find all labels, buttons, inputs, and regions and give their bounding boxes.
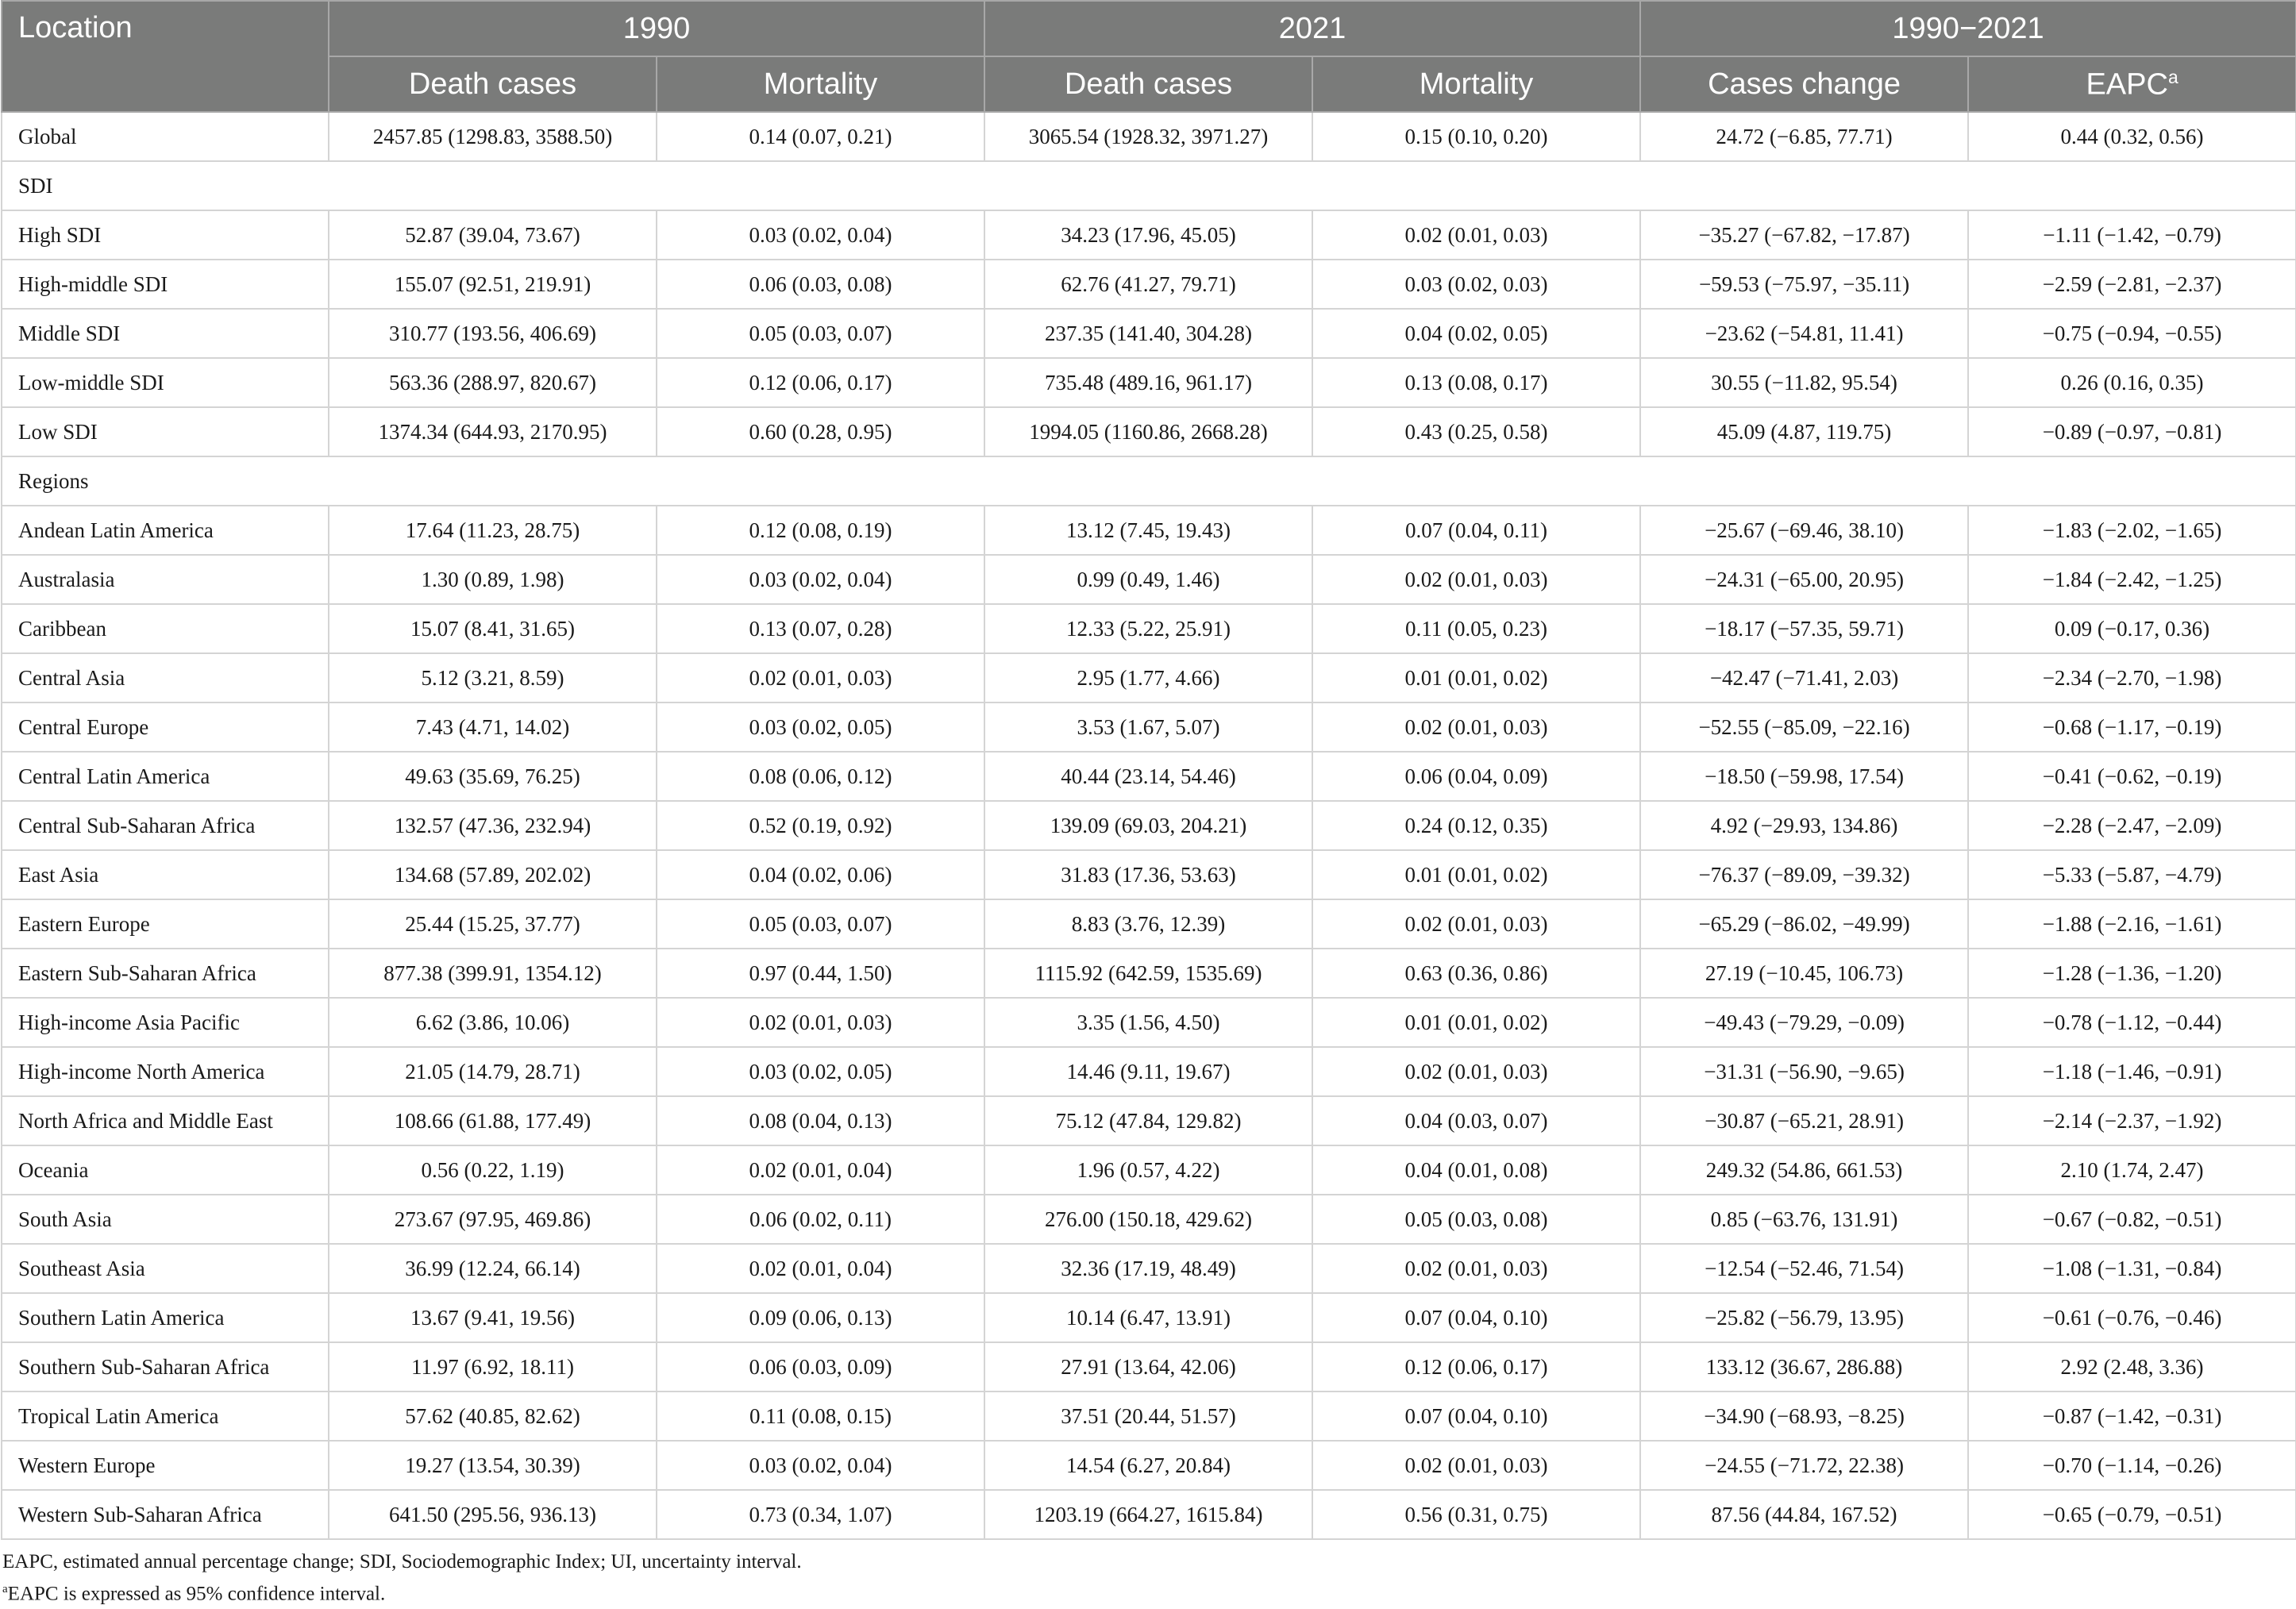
value-cell: 0.08 (0.06, 0.12) (657, 752, 984, 801)
subheader-eapc-label: EAPC (2086, 67, 2168, 102)
value-cell: −76.37 (−89.09, −39.32) (1640, 850, 1968, 899)
value-cell: −52.55 (−85.09, −22.16) (1640, 702, 1968, 752)
location-cell: Andean Latin America (2, 506, 329, 555)
value-cell: 17.64 (11.23, 28.75) (329, 506, 657, 555)
value-cell: 0.09 (−0.17, 0.36) (1968, 604, 2296, 653)
value-cell: 0.02 (0.01, 0.03) (1312, 702, 1640, 752)
value-cell: 0.13 (0.08, 0.17) (1312, 358, 1640, 407)
value-cell: −34.90 (−68.93, −8.25) (1640, 1392, 1968, 1441)
table-row (2, 998, 2296, 1047)
value-cell: 34.23 (17.96, 45.05) (984, 210, 1312, 260)
value-cell: 0.07 (0.04, 0.11) (1312, 506, 1640, 555)
value-cell: 0.99 (0.49, 1.46) (984, 555, 1312, 604)
value-cell: 3.53 (1.67, 5.07) (984, 702, 1312, 752)
value-cell: −1.84 (−2.42, −1.25) (1968, 555, 2296, 604)
value-cell: 21.05 (14.79, 28.71) (329, 1047, 657, 1096)
table-row (2, 210, 2296, 260)
value-cell: 49.63 (35.69, 76.25) (329, 752, 657, 801)
location-cell: East Asia (2, 850, 329, 899)
value-cell: −0.41 (−0.62, −0.19) (1968, 752, 2296, 801)
results-table (1, 0, 2296, 1540)
value-cell: 0.03 (0.02, 0.05) (657, 702, 984, 752)
value-cell: 0.02 (0.01, 0.04) (657, 1244, 984, 1293)
table-row (2, 555, 2296, 604)
value-cell: 0.01 (0.01, 0.02) (1312, 653, 1640, 702)
footnote-eapc (2, 1576, 2296, 1607)
location-cell: Western Sub-Saharan Africa (2, 1490, 329, 1539)
location-cell: Eastern Sub-Saharan Africa (2, 949, 329, 998)
value-cell: 0.02 (0.01, 0.03) (1312, 555, 1640, 604)
value-cell: 273.67 (97.95, 469.86) (329, 1195, 657, 1244)
location-cell: North Africa and Middle East (2, 1096, 329, 1145)
value-cell: 0.14 (0.07, 0.21) (657, 112, 984, 161)
table-row (2, 850, 2296, 899)
value-cell: 36.99 (12.24, 66.14) (329, 1244, 657, 1293)
table-row (2, 801, 2296, 850)
value-cell: −1.11 (−1.42, −0.79) (1968, 210, 2296, 260)
table-row (2, 1145, 2296, 1195)
table-row (2, 1195, 2296, 1244)
value-cell: 0.15 (0.10, 0.20) (1312, 112, 1640, 161)
table-row (2, 702, 2296, 752)
section-label: SDI (2, 161, 2296, 210)
table-row (2, 1490, 2296, 1539)
value-cell: 0.03 (0.02, 0.04) (657, 1441, 984, 1490)
value-cell: 13.67 (9.41, 19.56) (329, 1293, 657, 1342)
group-header-1990: 1990 (329, 1, 984, 56)
subheader-cases-change: Cases change (1640, 56, 1968, 112)
table-row (2, 260, 2296, 309)
value-cell: 0.04 (0.03, 0.07) (1312, 1096, 1640, 1145)
table-row (2, 1293, 2296, 1342)
value-cell: −0.61 (−0.76, −0.46) (1968, 1293, 2296, 1342)
value-cell: 7.43 (4.71, 14.02) (329, 702, 657, 752)
value-cell: 237.35 (141.40, 304.28) (984, 309, 1312, 358)
subheader-eapc-sup: a (2167, 66, 2179, 87)
location-cell: Oceania (2, 1145, 329, 1195)
value-cell: −1.18 (−1.46, −0.91) (1968, 1047, 2296, 1096)
table-footnotes (2, 1548, 2296, 1607)
value-cell: −59.53 (−75.97, −35.11) (1640, 260, 1968, 309)
value-cell: 276.00 (150.18, 429.62) (984, 1195, 1312, 1244)
value-cell: 0.52 (0.19, 0.92) (657, 801, 984, 850)
section-row (2, 456, 2296, 506)
value-cell: −1.83 (−2.02, −1.65) (1968, 506, 2296, 555)
location-cell: Central Sub-Saharan Africa (2, 801, 329, 850)
subheader-mortality-1990: Mortality (657, 56, 984, 112)
value-cell: −24.55 (−71.72, 22.38) (1640, 1441, 1968, 1490)
value-cell: 0.03 (0.02, 0.04) (657, 555, 984, 604)
section-label: Regions (2, 456, 2296, 506)
value-cell: −65.29 (−86.02, −49.99) (1640, 899, 1968, 949)
value-cell: 877.38 (399.91, 1354.12) (329, 949, 657, 998)
value-cell: 0.26 (0.16, 0.35) (1968, 358, 2296, 407)
value-cell: 0.44 (0.32, 0.56) (1968, 112, 2296, 161)
value-cell: 310.77 (193.56, 406.69) (329, 309, 657, 358)
footnote-eapc-sup: a (2, 1583, 8, 1596)
group-header-change: 1990−2021 (1640, 1, 2296, 56)
value-cell: −49.43 (−79.29, −0.09) (1640, 998, 1968, 1047)
value-cell: 0.06 (0.04, 0.09) (1312, 752, 1640, 801)
subheader-death-cases-1990: Death cases (329, 56, 657, 112)
value-cell: −25.67 (−69.46, 38.10) (1640, 506, 1968, 555)
value-cell: −23.62 (−54.81, 11.41) (1640, 309, 1968, 358)
location-cell: Southern Latin America (2, 1293, 329, 1342)
value-cell: 0.11 (0.08, 0.15) (657, 1392, 984, 1441)
value-cell: −2.28 (−2.47, −2.09) (1968, 801, 2296, 850)
value-cell: −0.75 (−0.94, −0.55) (1968, 309, 2296, 358)
location-cell: Central Latin America (2, 752, 329, 801)
value-cell: 11.97 (6.92, 18.11) (329, 1342, 657, 1392)
value-cell: 641.50 (295.56, 936.13) (329, 1490, 657, 1539)
location-cell: High-income Asia Pacific (2, 998, 329, 1047)
value-cell: 45.09 (4.87, 119.75) (1640, 407, 1968, 456)
table-row (2, 949, 2296, 998)
value-cell: 14.46 (9.11, 19.67) (984, 1047, 1312, 1096)
value-cell: 0.43 (0.25, 0.58) (1312, 407, 1640, 456)
value-cell: −25.82 (−56.79, 13.95) (1640, 1293, 1968, 1342)
table-row (2, 1342, 2296, 1392)
value-cell: −18.50 (−59.98, 17.54) (1640, 752, 1968, 801)
table-row (2, 1441, 2296, 1490)
value-cell: 0.85 (−63.76, 131.91) (1640, 1195, 1968, 1244)
footnote-eapc-text: EAPC is expressed as 95% confidence interval. (7, 1583, 386, 1605)
value-cell: 0.02 (0.01, 0.03) (1312, 1244, 1640, 1293)
value-cell: 15.07 (8.41, 31.65) (329, 604, 657, 653)
location-cell: Southeast Asia (2, 1244, 329, 1293)
subheader-mortality-2021: Mortality (1312, 56, 1640, 112)
location-cell: Central Asia (2, 653, 329, 702)
table-row (2, 506, 2296, 555)
value-cell: 0.02 (0.01, 0.03) (1312, 1441, 1640, 1490)
value-cell: 12.33 (5.22, 25.91) (984, 604, 1312, 653)
value-cell: 0.11 (0.05, 0.23) (1312, 604, 1640, 653)
location-cell: Southern Sub-Saharan Africa (2, 1342, 329, 1392)
value-cell: 132.57 (47.36, 232.94) (329, 801, 657, 850)
value-cell: 8.83 (3.76, 12.39) (984, 899, 1312, 949)
value-cell: −1.28 (−1.36, −1.20) (1968, 949, 2296, 998)
value-cell: 0.05 (0.03, 0.08) (1312, 1195, 1640, 1244)
location-cell: Low-middle SDI (2, 358, 329, 407)
value-cell: −18.17 (−57.35, 59.71) (1640, 604, 1968, 653)
value-cell: 2.92 (2.48, 3.36) (1968, 1342, 2296, 1392)
value-cell: −30.87 (−65.21, 28.91) (1640, 1096, 1968, 1145)
value-cell: 10.14 (6.47, 13.91) (984, 1293, 1312, 1342)
value-cell: −1.08 (−1.31, −0.84) (1968, 1244, 2296, 1293)
value-cell: 0.05 (0.03, 0.07) (657, 899, 984, 949)
table-row (2, 1047, 2296, 1096)
value-cell: 27.91 (13.64, 42.06) (984, 1342, 1312, 1392)
location-cell: Global (2, 112, 329, 161)
value-cell: 0.06 (0.03, 0.09) (657, 1342, 984, 1392)
value-cell: 1.96 (0.57, 4.22) (984, 1145, 1312, 1195)
value-cell: 0.12 (0.06, 0.17) (657, 358, 984, 407)
group-header-2021: 2021 (984, 1, 1640, 56)
value-cell: −2.34 (−2.70, −1.98) (1968, 653, 2296, 702)
value-cell: 155.07 (92.51, 219.91) (329, 260, 657, 309)
value-cell: 134.68 (57.89, 202.02) (329, 850, 657, 899)
table-row (2, 358, 2296, 407)
value-cell: 62.76 (41.27, 79.71) (984, 260, 1312, 309)
value-cell: −0.87 (−1.42, −0.31) (1968, 1392, 2296, 1441)
value-cell: 0.97 (0.44, 1.50) (657, 949, 984, 998)
value-cell: 0.13 (0.07, 0.28) (657, 604, 984, 653)
value-cell: 1994.05 (1160.86, 2668.28) (984, 407, 1312, 456)
value-cell: 1203.19 (664.27, 1615.84) (984, 1490, 1312, 1539)
footnote-abbreviations: EAPC, estimated annual percentage change; SDI, Sociodemographic Index; UI, uncertainty interval. (2, 1551, 802, 1572)
table-row (2, 899, 2296, 949)
value-cell: −0.89 (−0.97, −0.81) (1968, 407, 2296, 456)
value-cell: 2.10 (1.74, 2.47) (1968, 1145, 2296, 1195)
value-cell: 3.35 (1.56, 4.50) (984, 998, 1312, 1047)
location-header: Location (2, 1, 329, 112)
value-cell: 2457.85 (1298.83, 3588.50) (329, 112, 657, 161)
value-cell: 25.44 (15.25, 37.77) (329, 899, 657, 949)
location-cell: Low SDI (2, 407, 329, 456)
value-cell: 0.02 (0.01, 0.03) (657, 653, 984, 702)
location-cell: Central Europe (2, 702, 329, 752)
table-row (2, 1096, 2296, 1145)
value-cell: 0.12 (0.06, 0.17) (1312, 1342, 1640, 1392)
value-cell: 0.04 (0.02, 0.06) (657, 850, 984, 899)
value-cell: 0.05 (0.03, 0.07) (657, 309, 984, 358)
value-cell: −0.65 (−0.79, −0.51) (1968, 1490, 2296, 1539)
location-cell: Caribbean (2, 604, 329, 653)
value-cell: 0.56 (0.22, 1.19) (329, 1145, 657, 1195)
value-cell: 249.32 (54.86, 661.53) (1640, 1145, 1968, 1195)
value-cell: 0.03 (0.02, 0.04) (657, 210, 984, 260)
value-cell: 0.02 (0.01, 0.03) (657, 998, 984, 1047)
value-cell: 3065.54 (1928.32, 3971.27) (984, 112, 1312, 161)
value-cell: −35.27 (−67.82, −17.87) (1640, 210, 1968, 260)
value-cell: 563.36 (288.97, 820.67) (329, 358, 657, 407)
value-cell: 0.07 (0.04, 0.10) (1312, 1293, 1640, 1342)
location-cell: South Asia (2, 1195, 329, 1244)
value-cell: 0.02 (0.01, 0.03) (1312, 1047, 1640, 1096)
value-cell: −42.47 (−71.41, 2.03) (1640, 653, 1968, 702)
value-cell: 14.54 (6.27, 20.84) (984, 1441, 1312, 1490)
value-cell: 5.12 (3.21, 8.59) (329, 653, 657, 702)
value-cell: −0.70 (−1.14, −0.26) (1968, 1441, 2296, 1490)
value-cell: 13.12 (7.45, 19.43) (984, 506, 1312, 555)
value-cell: −31.31 (−56.90, −9.65) (1640, 1047, 1968, 1096)
value-cell: 0.06 (0.02, 0.11) (657, 1195, 984, 1244)
value-cell: 139.09 (69.03, 204.21) (984, 801, 1312, 850)
table-row (2, 309, 2296, 358)
location-cell: Eastern Europe (2, 899, 329, 949)
value-cell: 0.03 (0.02, 0.03) (1312, 260, 1640, 309)
value-cell: 108.66 (61.88, 177.49) (329, 1096, 657, 1145)
value-cell: 87.56 (44.84, 167.52) (1640, 1490, 1968, 1539)
value-cell: 19.27 (13.54, 30.39) (329, 1441, 657, 1490)
value-cell: 0.63 (0.36, 0.86) (1312, 949, 1640, 998)
value-cell: 0.24 (0.12, 0.35) (1312, 801, 1640, 850)
value-cell: 2.95 (1.77, 4.66) (984, 653, 1312, 702)
value-cell: −1.88 (−2.16, −1.61) (1968, 899, 2296, 949)
value-cell: 0.02 (0.01, 0.03) (1312, 210, 1640, 260)
table-row (2, 752, 2296, 801)
table-row (2, 1244, 2296, 1293)
location-cell: High-middle SDI (2, 260, 329, 309)
value-cell: 735.48 (489.16, 961.17) (984, 358, 1312, 407)
value-cell: 75.12 (47.84, 129.82) (984, 1096, 1312, 1145)
value-cell: 0.06 (0.03, 0.08) (657, 260, 984, 309)
subheader-eapc (1968, 56, 2296, 112)
value-cell: 32.36 (17.19, 48.49) (984, 1244, 1312, 1293)
value-cell: 0.02 (0.01, 0.03) (1312, 899, 1640, 949)
value-cell: 0.04 (0.01, 0.08) (1312, 1145, 1640, 1195)
location-cell: Australasia (2, 555, 329, 604)
value-cell: 1374.34 (644.93, 2170.95) (329, 407, 657, 456)
location-cell: High-income North America (2, 1047, 329, 1096)
value-cell: 27.19 (−10.45, 106.73) (1640, 949, 1968, 998)
value-cell: −24.31 (−65.00, 20.95) (1640, 555, 1968, 604)
value-cell: 0.08 (0.04, 0.13) (657, 1096, 984, 1145)
location-cell: Middle SDI (2, 309, 329, 358)
value-cell: 0.02 (0.01, 0.04) (657, 1145, 984, 1195)
value-cell: 0.73 (0.34, 1.07) (657, 1490, 984, 1539)
value-cell: 37.51 (20.44, 51.57) (984, 1392, 1312, 1441)
value-cell: 57.62 (40.85, 82.62) (329, 1392, 657, 1441)
value-cell: 31.83 (17.36, 53.63) (984, 850, 1312, 899)
table-row (2, 112, 2296, 161)
value-cell: −12.54 (−52.46, 71.54) (1640, 1244, 1968, 1293)
value-cell: 133.12 (36.67, 286.88) (1640, 1342, 1968, 1392)
value-cell: −5.33 (−5.87, −4.79) (1968, 850, 2296, 899)
value-cell: 0.01 (0.01, 0.02) (1312, 998, 1640, 1047)
value-cell: 0.60 (0.28, 0.95) (657, 407, 984, 456)
subheader-death-cases-2021: Death cases (984, 56, 1312, 112)
table-header (2, 1, 2296, 112)
value-cell: 1115.92 (642.59, 1535.69) (984, 949, 1312, 998)
location-cell: Tropical Latin America (2, 1392, 329, 1441)
value-cell: 0.03 (0.02, 0.05) (657, 1047, 984, 1096)
value-cell: −0.68 (−1.17, −0.19) (1968, 702, 2296, 752)
table-row (2, 407, 2296, 456)
value-cell: −0.67 (−0.82, −0.51) (1968, 1195, 2296, 1244)
value-cell: 24.72 (−6.85, 77.71) (1640, 112, 1968, 161)
value-cell: 0.01 (0.01, 0.02) (1312, 850, 1640, 899)
value-cell: −2.14 (−2.37, −1.92) (1968, 1096, 2296, 1145)
value-cell: 4.92 (−29.93, 134.86) (1640, 801, 1968, 850)
value-cell: −2.59 (−2.81, −2.37) (1968, 260, 2296, 309)
value-cell: 30.55 (−11.82, 95.54) (1640, 358, 1968, 407)
value-cell: 0.07 (0.04, 0.10) (1312, 1392, 1640, 1441)
table-body (2, 112, 2296, 1539)
value-cell: 0.56 (0.31, 0.75) (1312, 1490, 1640, 1539)
table-row (2, 604, 2296, 653)
table-row (2, 1392, 2296, 1441)
value-cell: 0.09 (0.06, 0.13) (657, 1293, 984, 1342)
value-cell: 0.04 (0.02, 0.05) (1312, 309, 1640, 358)
value-cell: 40.44 (23.14, 54.46) (984, 752, 1312, 801)
section-row (2, 161, 2296, 210)
value-cell: 6.62 (3.86, 10.06) (329, 998, 657, 1047)
value-cell: 52.87 (39.04, 73.67) (329, 210, 657, 260)
table-row (2, 653, 2296, 702)
value-cell: 1.30 (0.89, 1.98) (329, 555, 657, 604)
value-cell: −0.78 (−1.12, −0.44) (1968, 998, 2296, 1047)
value-cell: 0.12 (0.08, 0.19) (657, 506, 984, 555)
location-cell: Western Europe (2, 1441, 329, 1490)
location-cell: High SDI (2, 210, 329, 260)
